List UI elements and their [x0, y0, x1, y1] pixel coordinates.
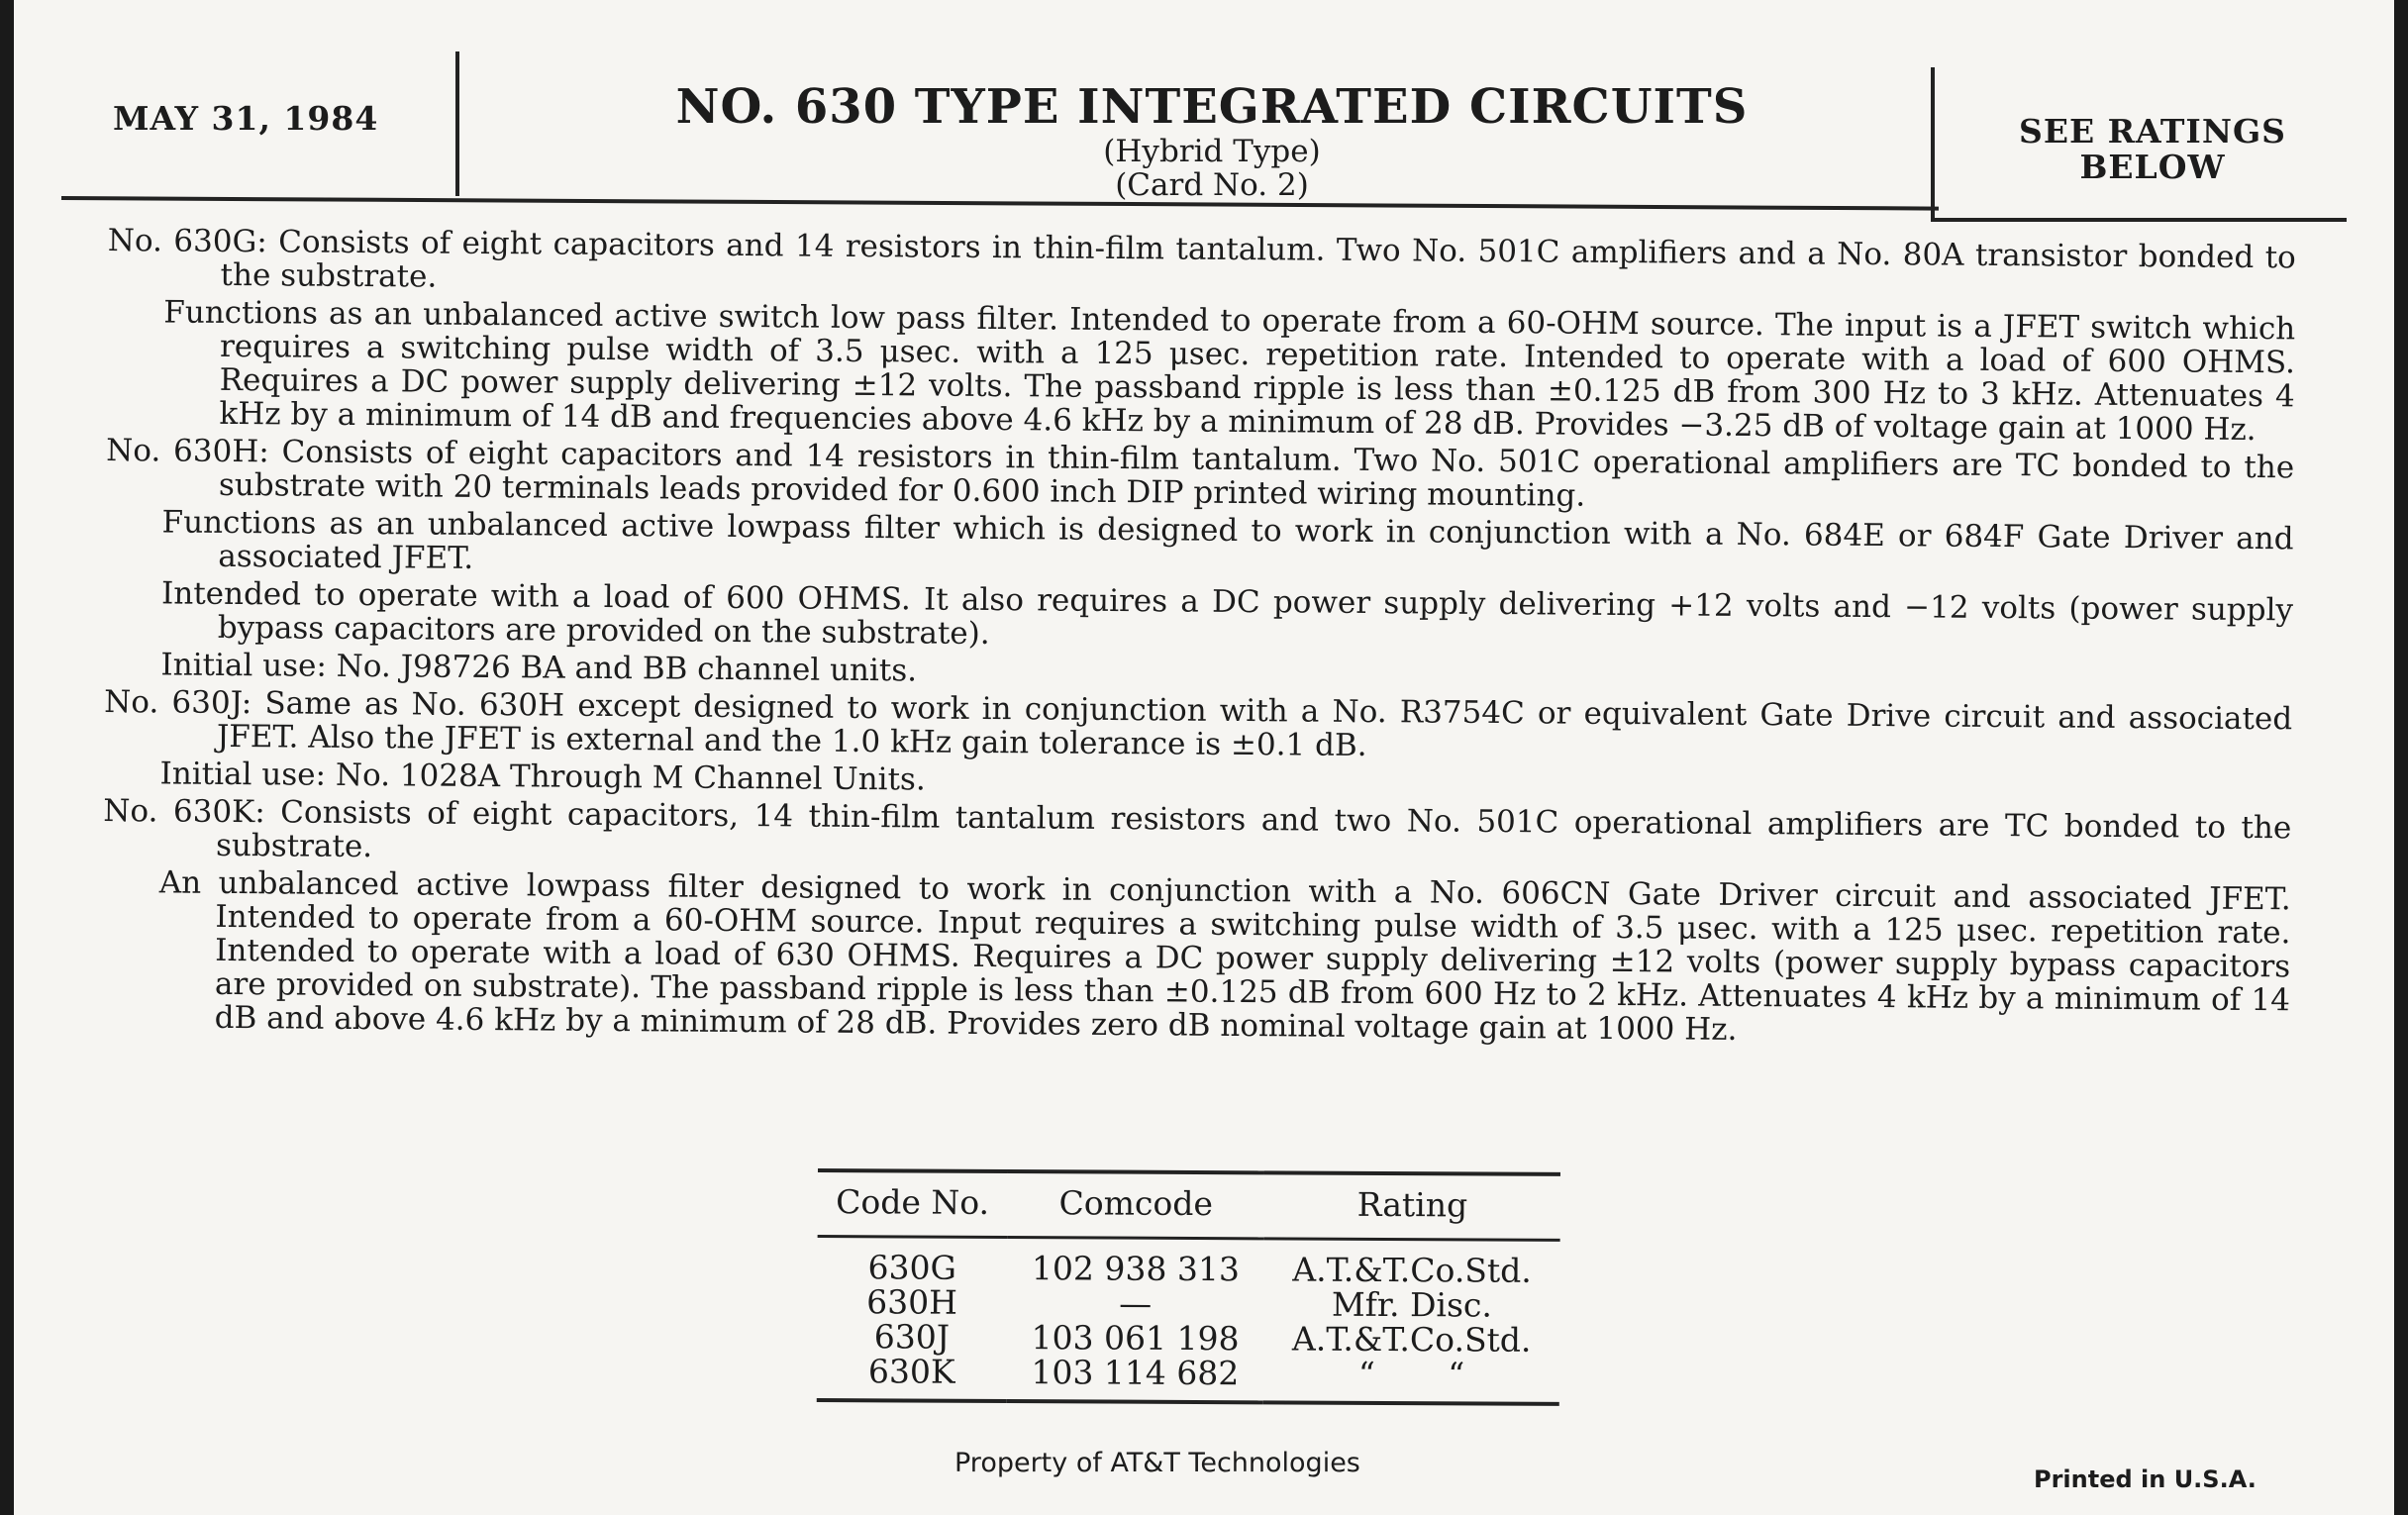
ratings-note	[1955, 114, 2351, 185]
index-card	[14, 0, 2394, 1515]
ratings-note-line1: SEE RATINGS	[2018, 112, 2287, 151]
footer-printed: Printed in U.S.A.	[2034, 1465, 2257, 1493]
cell-comcode: —	[1119, 1283, 1153, 1323]
cell-rating: “ “	[1263, 1356, 1559, 1404]
page-title: NO. 630 TYPE INTEGRATED CIRCUITS	[675, 79, 1749, 135]
subtitle-card: (Card No. 2)	[1115, 167, 1309, 203]
column-header-rating: Rating	[1264, 1172, 1560, 1240]
cell-rating: Mfr. Disc.	[1331, 1284, 1493, 1325]
footer-property: Property of AT&T Technologies	[954, 1448, 1360, 1478]
paragraph-630h-use: Initial use: No. J98726 BA and BB channel units.	[160, 647, 918, 689]
paragraph-630k-function: An unbalanced active lowpass filter designed to work in conjunction with a No. 606CN Gate Driver circuit and associated JFET. Intended to operate from a 60-OHM source. Input requires a switching pulse width of 3.5 μsec. with a 125 μsec. repetition rate. Intended to operate with a load of 630 OHMS. Requires a DC power supply delivering ±12 volts (power supply bypass capacitors are provided on substrate). The passband ripple is less than ±0.125 dB from 600 Hz to 2 kHz. Attenuates 4 kHz by a minimum of 14 dB and above 4.6 kHz by a minimum of 28 dB. Provides zero dB nominal voltage gain at 1000 Hz.	[158, 864, 2291, 1048]
paragraph-630g: No. 630G: Consists of eight capacitors and 14 resistors in thin-film tantalum. Two No. 501C amplifiers and a No. 80A transistor bonded to the substrate.	[107, 223, 2296, 295]
ratings-table	[817, 1168, 1560, 1406]
paragraph-630g-function: Functions as an unbalanced active switch low pass filter. Intended to operate from a 60-OHM source. The input is a JFET switch which requires a switching pulse width of 3.5 μsec. with a 125 μsec. repetition rate. Intended to operate with a load of 600 OHMS. Requires a DC power supply delivering ±12 volts. The passband ripple is less than ±0.125 dB from 300 Hz to 3 kHz. Attenuates 4 kHz by a minimum of 14 dB and frequencies above 4.6 kHz by a minimum of 28 dB. Provides −3.25 dB of voltage gain at 1000 Hz.	[163, 294, 2296, 449]
paragraph-630h: No. 630H: Consists of eight capacitors and 14 resistors in thin-film tantalum. Two No. 501C operational amplifiers are TC bonded to the substrate with 20 terminals leads provided for 0.600 inch DIP printed wiring mounting.	[106, 432, 2295, 514]
paragraph-630k: No. 630K: Consists of eight capacitors, 14 thin-film tantalum resistors and two No. 501C operational amplifiers are TC bonded to the substrate.	[103, 792, 2292, 865]
subtitle-hybrid: (Hybrid Type)	[1103, 134, 1321, 169]
body-text	[102, 224, 2296, 1055]
header-divider-right	[1931, 67, 1935, 218]
cell-rating: A.T.&T.Co.Std.	[1292, 1250, 1532, 1290]
cell-comcode: 103 061 198	[1031, 1318, 1240, 1359]
cell-comcode: 102 938 313	[1031, 1249, 1240, 1289]
header-date: MAY 31, 1984	[113, 99, 379, 138]
header-rule-right	[1931, 218, 2347, 222]
paragraph-630h-function: Functions as an unbalanced active lowpass filter which is designed to work in conjunction with a No. 684E or 684F Gate Driver and associated JFET.	[161, 504, 2294, 576]
paragraph-630h-load: Intended to operate with a load of 600 OHMS. It also requires a DC power supply delivering +12 volts and −12 volts (power supply bypass capacitors are provided on the substrate).	[160, 575, 2294, 653]
cell-comcode: 103 114 682	[1006, 1355, 1263, 1402]
header-divider-left	[455, 51, 459, 196]
column-header-comcode: Comcode	[1007, 1171, 1264, 1239]
cell-rating: A.T.&T.Co.Std.	[1291, 1319, 1532, 1360]
cell-code: 630K	[817, 1354, 1007, 1401]
table-row	[817, 1236, 1559, 1287]
cell-code: 630J	[873, 1317, 951, 1357]
cell-code: 630G	[867, 1248, 957, 1287]
table-header-row	[818, 1170, 1560, 1240]
column-header-code: Code No.	[818, 1170, 1008, 1238]
cell-code: 630H	[866, 1282, 958, 1322]
paragraph-630j-use: Initial use: No. 1028A Through M Channel Units.	[159, 756, 926, 798]
paragraph-630j: No. 630J: Same as No. 630H except designed to work in conjunction with a No. R3754C or equivalent Gate Drive circuit and associated JFET. Also the JFET is external and the 1.0 kHz gain tolerance is ±0.1 dB.	[104, 683, 2293, 764]
table-row	[817, 1354, 1559, 1404]
ratings-note-line2: BELOW	[2079, 148, 2226, 186]
title-block	[479, 79, 1945, 202]
